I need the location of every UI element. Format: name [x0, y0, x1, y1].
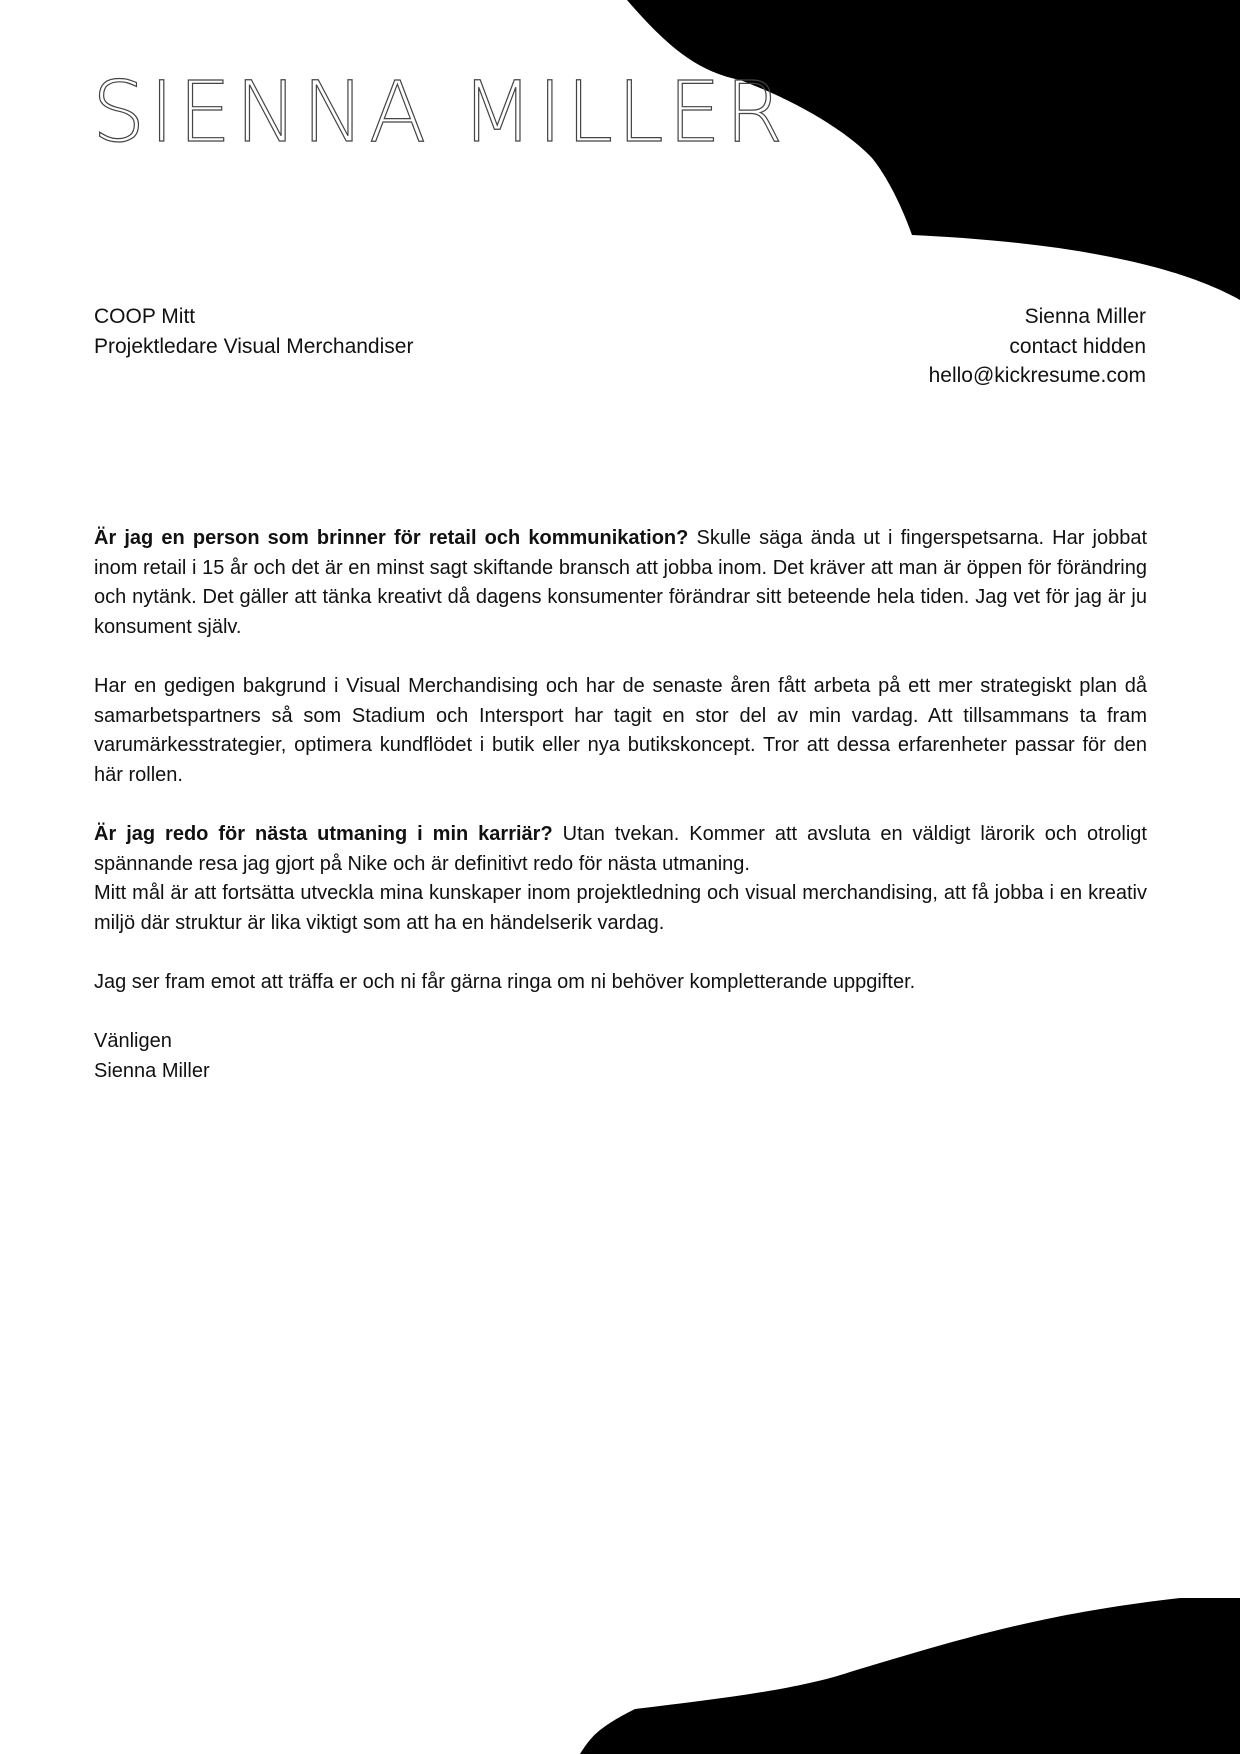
- recipient-block: [94, 302, 413, 361]
- bottom-right-decorative-shape: [580, 1584, 1240, 1754]
- sender-name: Sienna Miller: [1024, 305, 1146, 328]
- recipient-company: COOP Mitt: [94, 305, 196, 328]
- paragraph-2: [94, 672, 1147, 790]
- recipient-position: Projektledare Visual Merchandiser: [94, 334, 414, 358]
- closing-greeting: Vänligen: [94, 1030, 172, 1053]
- sender-contact: contact hidden: [1009, 334, 1146, 358]
- paragraph-3: [94, 820, 1147, 938]
- applicant-name-title: SIENNA MILLER: [92, 63, 788, 161]
- closing-block: [94, 1027, 1147, 1086]
- sender-block: [929, 302, 1146, 391]
- paragraph-3-text-continued: Mitt mål är att fortsätta utveckla mina kunskaper inom projektledning och visual merchandising, att få jobba i en kreativ miljö där struktur är lika viktigt som att ha en händelserik vardag.: [94, 882, 1147, 934]
- paragraph-4-text: Jag ser fram emot att träffa er och ni får gärna ringa om ni behöver kompletterande uppgifter.: [94, 970, 916, 993]
- paragraph-3-text: Utan tvekan. Kommer att avsluta en väldigt lärorik och otroligt spännande resa jag gjort på Nike och är definitivt redo för nästa utmaning.: [94, 822, 1147, 875]
- paragraph-4: [94, 968, 1147, 998]
- paragraph-1-lead: Är jag en person som brinner för retail och kommunikation?: [94, 527, 689, 549]
- sender-email: hello@kickresume.com: [928, 364, 1146, 387]
- paragraph-1: [94, 524, 1147, 642]
- letter-body: [94, 524, 1147, 1086]
- paragraph-1-text: Skulle säga ända ut i fingerspetsarna. Har jobbat inom retail i 15 år och det är en minst sagt skiftande bransch att jobba inom. Det kräver att man är öppen för förändring och nytänk. Det gäller att tänka kreativt då dagens konsumenter förändrar sitt beteende hela tiden. Jag vet för jag är ju konsument själv.: [94, 527, 1148, 638]
- paragraph-3-lead: Är jag redo för nästa utmaning i min karriär?: [94, 822, 553, 845]
- closing-signature: Sienna Miller: [94, 1059, 210, 1082]
- paragraph-2-text: Har en gedigen bakgrund i Visual Merchandising och har de senaste åren fått arbeta på ett mer strategiskt plan då samarbetspartners så som Stadium och Intersport har tagit en stor del av min vardag. Att tillsammans ta fram varumärkesstrategier, optimera kundflödet i butik eller nya butikskoncept. Tror att dessa erfarenheter passar för den här rollen.: [94, 674, 1147, 786]
